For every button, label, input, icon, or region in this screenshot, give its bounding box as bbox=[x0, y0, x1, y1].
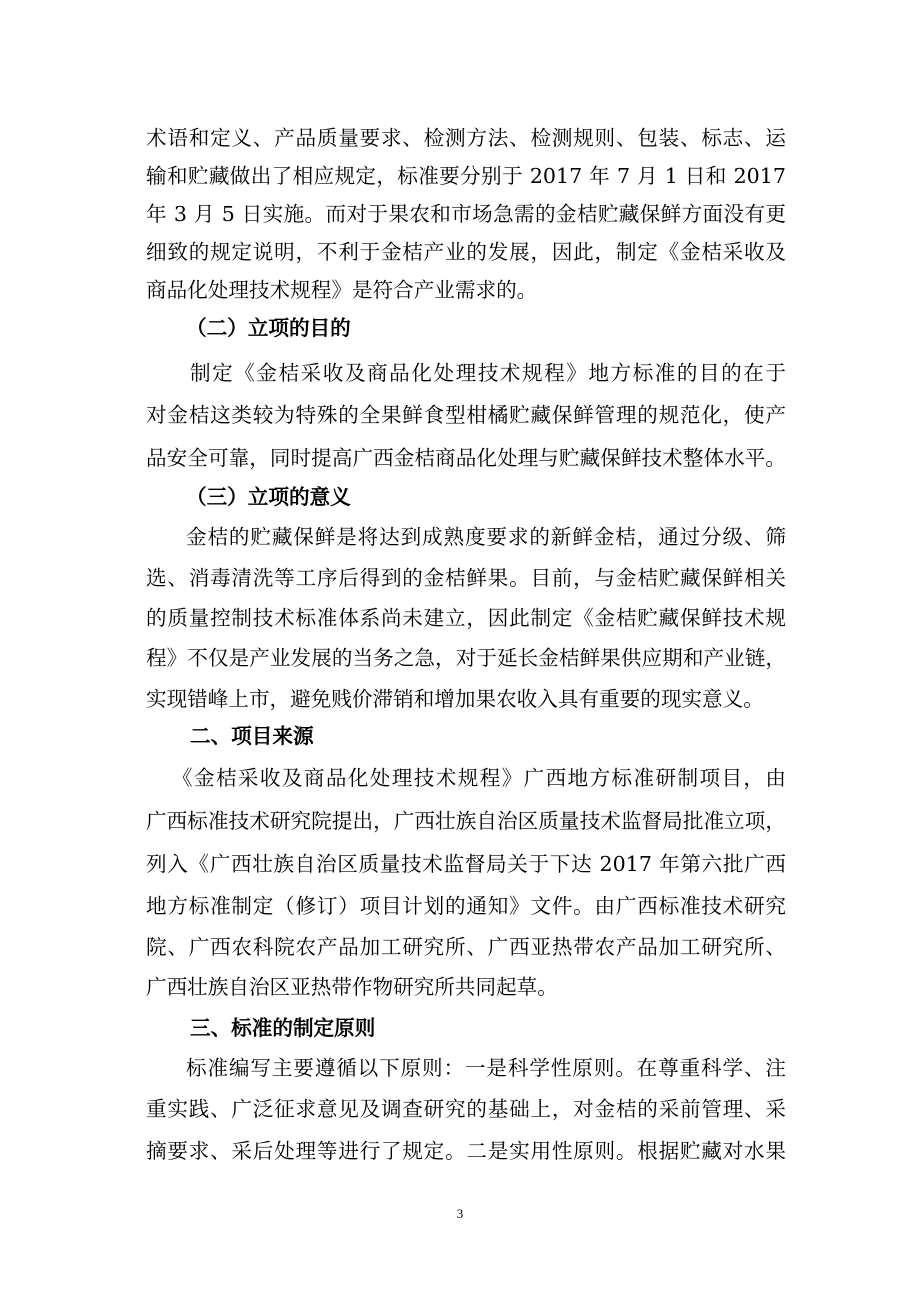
paragraph-line: 地方标准制定（修订）项目计划的通知》文件。由广西标准技术研究 bbox=[146, 894, 786, 918]
paragraph-line: 程》不仅是产业发展的当务之急，对于延长金桔鲜果供应期和产业链， bbox=[146, 646, 786, 670]
paragraph-line: 广西壮族自治区亚热带作物研究所共同起草。 bbox=[146, 975, 558, 999]
paragraph-line: 对金桔这类较为特殊的全果鲜食型柑橘贮藏保鲜管理的规范化，使产 bbox=[146, 403, 786, 427]
paragraph-line: 年 3 月 5 日实施。而对于果农和市场急需的金桔贮藏保鲜方面没有更 bbox=[146, 202, 786, 226]
paragraph-line: 输和贮藏做出了相应规定，标准要分别于 2017 年 7 月 1 日和 2017 bbox=[146, 164, 786, 188]
paragraph-line: 标准编写主要遵循以下原则：一是科学性原则。在尊重科学、注 bbox=[186, 1056, 786, 1080]
paragraph-line: 的质量控制技术标准体系尚未建立，因此制定《金桔贮藏保鲜技术规 bbox=[146, 606, 786, 630]
paragraph-line: 商品化处理技术规程》是符合产业需求的。 bbox=[146, 278, 538, 302]
paragraph-line: 摘要求、采后处理等进行了规定。二是实用性原则。根据贮藏对水果 bbox=[146, 1139, 786, 1163]
paragraph-line: 品安全可靠，同时提高广西金桔商品化处理与贮藏保鲜技术整体水平。 bbox=[146, 446, 786, 470]
paragraph-line: 选、消毒清洗等工序后得到的金桔鲜果。目前，与金桔贮藏保鲜相关 bbox=[146, 566, 786, 590]
paragraph-line: 制定《金桔采收及商品化处理技术规程》地方标准的目的在于 bbox=[190, 361, 786, 385]
section-heading-source: 二、项目来源 bbox=[190, 724, 314, 748]
paragraph-line: 实现错峰上市，避免贱价滞销和增加果农收入具有重要的现实意义。 bbox=[146, 687, 764, 711]
paragraph-line: 重实践、广泛征求意见及调查研究的基础上，对金桔的采前管理、采 bbox=[146, 1097, 786, 1121]
paragraph-line: 列入《广西壮族自治区质量技术监督局关于下达 2017 年第六批广西 bbox=[146, 852, 786, 876]
section-heading-principles: 三、标准的制定原则 bbox=[190, 1016, 376, 1040]
paragraph-line: 院、广西农科院农产品加工研究所、广西亚热带农产品加工研究所、 bbox=[146, 935, 786, 959]
paragraph-line: 广西标准技术研究院提出，广西壮族自治区质量技术监督局批准立项， bbox=[146, 809, 786, 833]
paragraph-line: 金桔的贮藏保鲜是将达到成熟度要求的新鲜金桔，通过分级、筛 bbox=[186, 525, 786, 549]
paragraph-line: 术语和定义、产品质量要求、检测方法、检测规则、包装、标志、运 bbox=[146, 126, 786, 150]
section-heading-significance: （三）立项的意义 bbox=[186, 485, 351, 509]
section-heading-purpose: （二）立项的目的 bbox=[186, 316, 351, 340]
paragraph-line: 《金桔采收及商品化处理技术规程》广西地方标准研制项目，由 bbox=[172, 766, 786, 790]
page-number: 3 bbox=[456, 1206, 464, 1221]
paragraph-line: 细致的规定说明，不利于金桔产业的发展，因此，制定《金桔采收及 bbox=[146, 240, 786, 264]
